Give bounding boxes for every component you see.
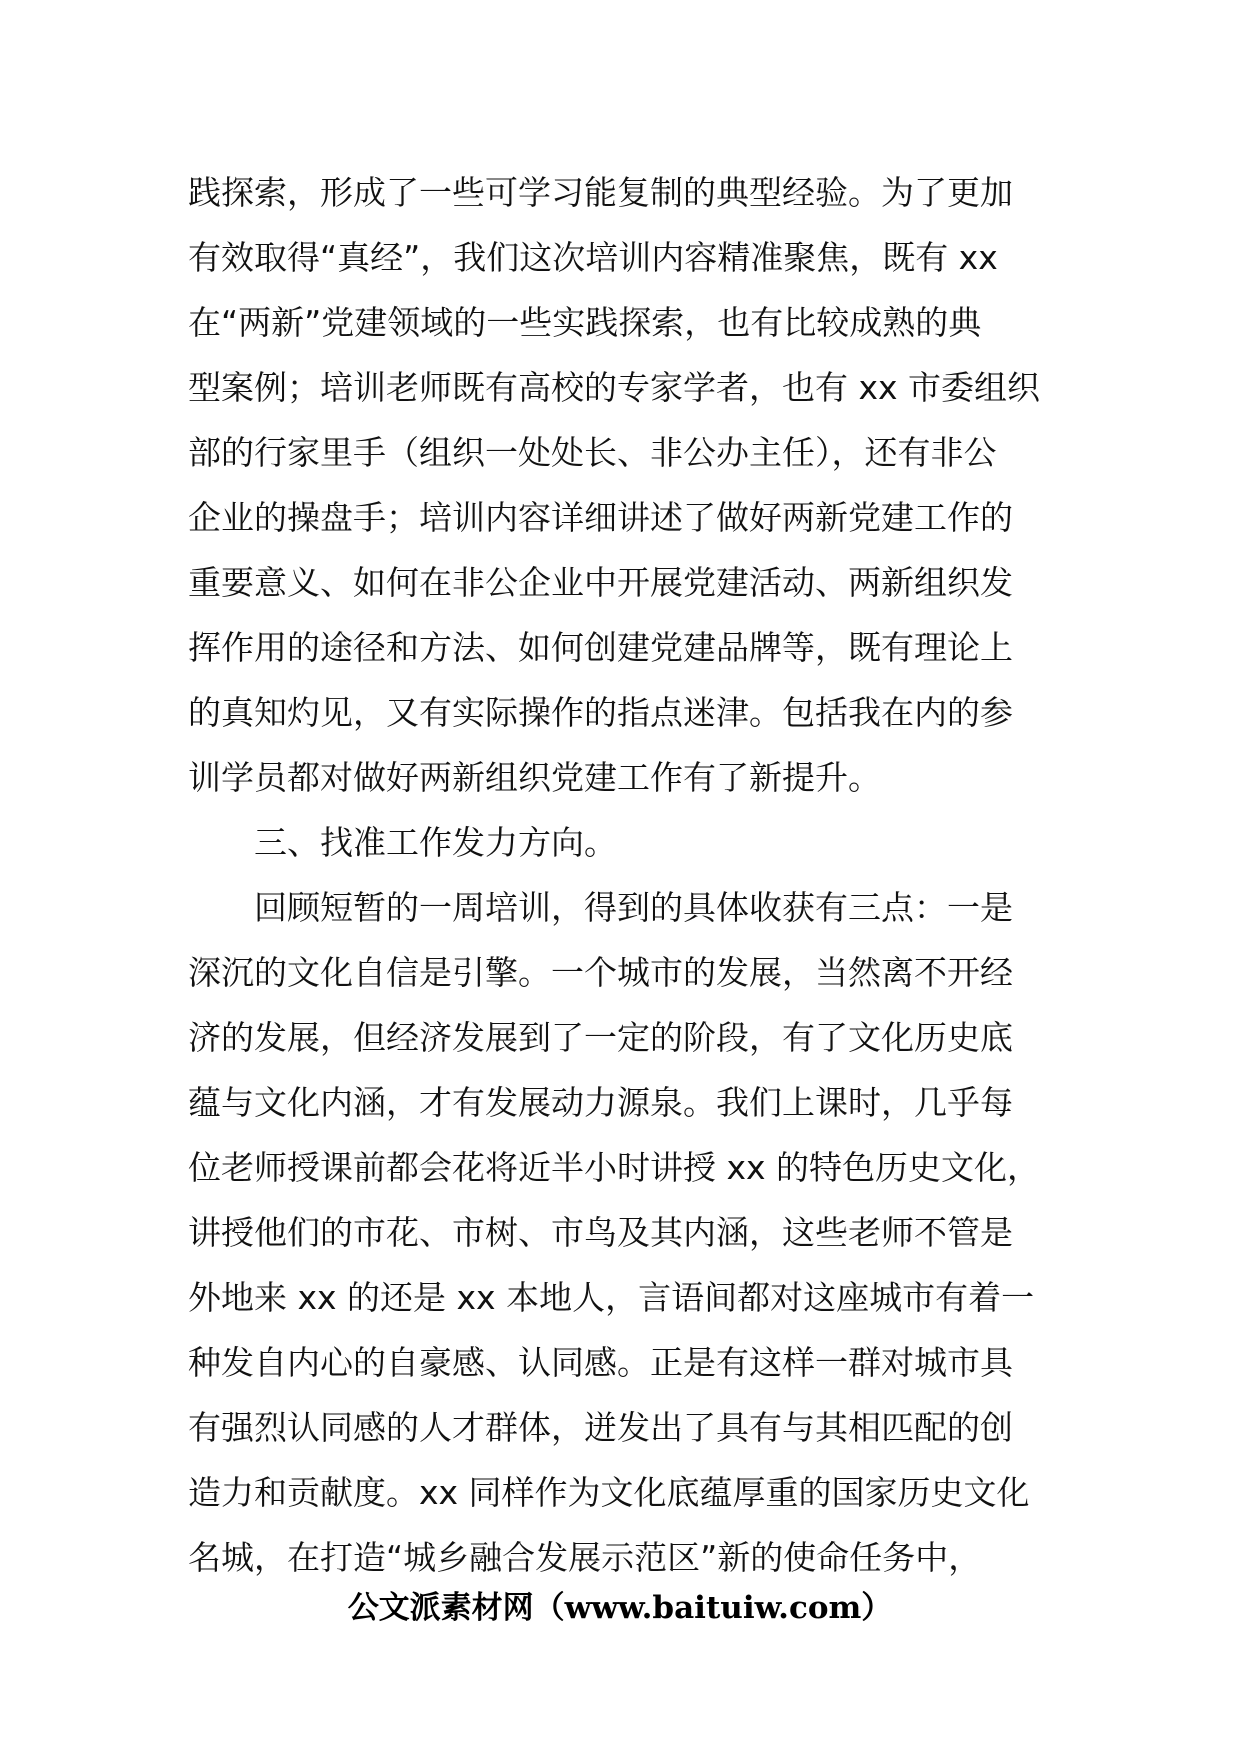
text-line: 在“两新”党建领域的一些实践探索，也有比较成熟的典 — [188, 303, 982, 342]
text-line: 深沉的文化自信是引擎。一个城市的发展，当然离不开经 — [188, 953, 1013, 992]
text-line: 企业的操盘手；培训内容详细讲述了做好两新党建工作的 — [188, 498, 1013, 537]
text-line: 有强烈认同感的人才群体，迸发出了具有与其相匹配的创 — [188, 1408, 1013, 1447]
paragraph-start-line: 回顾短暂的一周培训，得到的具体收获有三点：一是 — [254, 888, 1013, 927]
text-line: 训学员都对做好两新组织党建工作有了新提升。 — [188, 758, 881, 797]
footer-watermark: 公文派素材网（www.baituiw.com） — [347, 1590, 893, 1626]
text-line: 济的发展，但经济发展到了一定的阶段，有了文化历史底 — [188, 1018, 1013, 1057]
text-line: 造力和贡献度。xx 同样作为文化底蕴厚重的国家历史文化 — [188, 1473, 1030, 1512]
text-line: 种发自内心的自豪感、认同感。正是有这样一群对城市具 — [188, 1343, 1013, 1382]
text-line: 名城，在打造“城乡融合发展示范区”新的使命任务中， — [188, 1538, 982, 1577]
text-line: 位老师授课前都会花将近半小时讲授 xx 的特色历史文化， — [188, 1148, 1041, 1187]
text-line: 讲授他们的市花、市树、市鸟及其内涵，这些老师不管是 — [188, 1213, 1013, 1252]
text-line: 的真知灼见，又有实际操作的指点迷津。包括我在内的参 — [188, 693, 1013, 732]
text-line: 挥作用的途径和方法、如何创建党建品牌等，既有理论上 — [188, 628, 1013, 667]
text-line: 有效取得“真经”，我们这次培训内容精准聚焦，既有 xx — [188, 238, 998, 277]
text-line: 外地来 xx 的还是 xx 本地人，言语间都对这座城市有着一 — [188, 1278, 1035, 1317]
text-line: 蕴与文化内涵，才有发展动力源泉。我们上课时，几乎每 — [188, 1083, 1013, 1122]
text-line: 践探索，形成了一些可学习能复制的典型经验。为了更加 — [188, 173, 1013, 212]
text-line: 重要意义、如何在非公企业中开展党建活动、两新组织发 — [188, 563, 1013, 602]
section-heading: 三、找准工作发力方向。 — [254, 823, 617, 862]
text-line: 型案例；培训老师既有高校的专家学者，也有 xx 市委组织 — [188, 368, 1041, 407]
text-line: 部的行家里手（组织一处处长、非公办主任），还有非公 — [188, 433, 997, 472]
document-body — [188, 160, 1058, 1590]
